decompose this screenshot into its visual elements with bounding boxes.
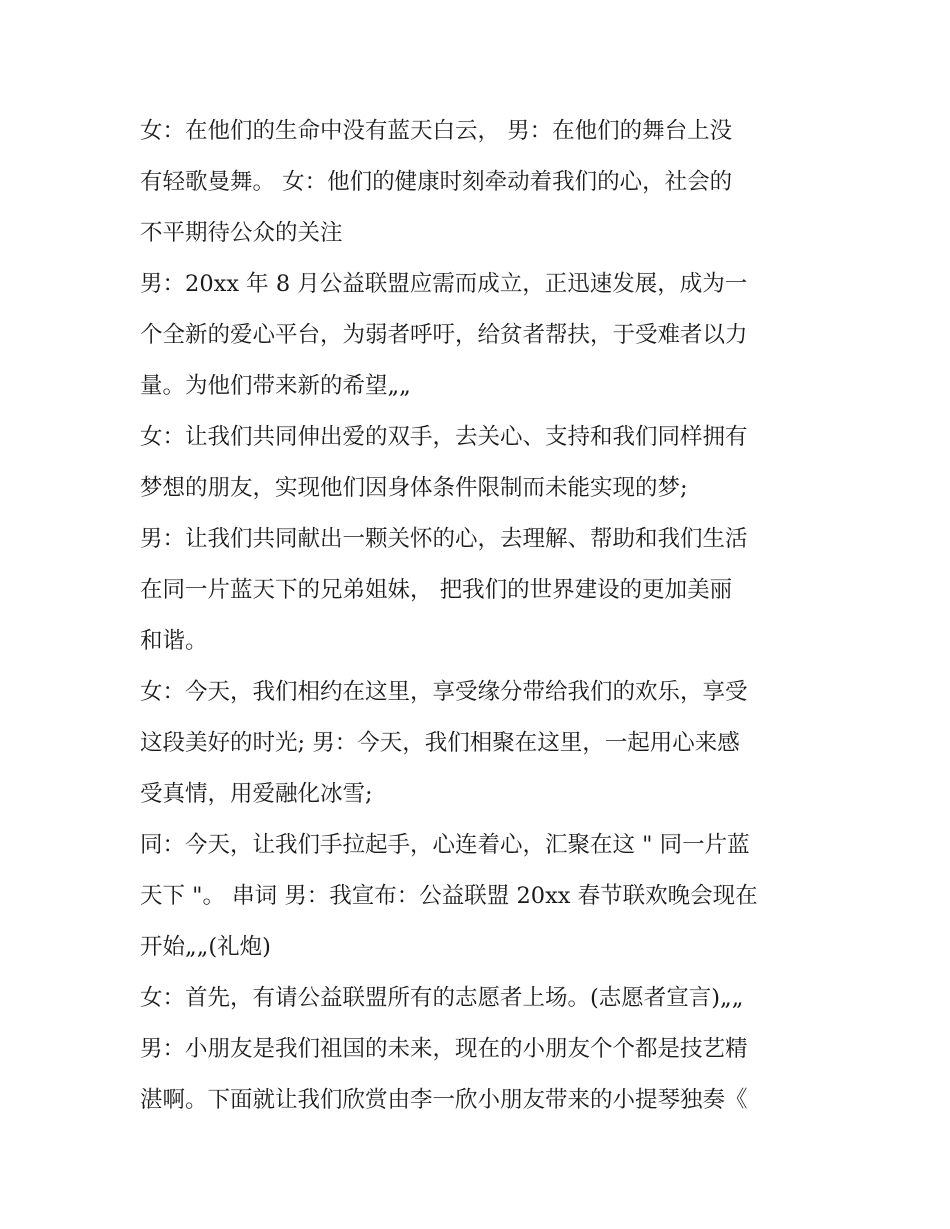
paragraph-3 [140,412,820,514]
text-line: 开始„„(礼炮) [140,934,271,960]
text-line: 同：今天，让我们手拉起手，心连着心，汇聚在这 " 同一片蓝 [140,832,750,858]
paragraph-1 [140,106,820,259]
paragraph-8 [140,1024,820,1126]
paragraph-6 [140,820,820,973]
text-line: 个全新的爱心平台，为弱者呼吁，给贫者帮扶，于受难者以力 [140,322,748,348]
text-line: 和谐。 [140,628,208,654]
paragraph-4 [140,514,820,667]
text-line: 受真情，用爱融化冰雪; [140,781,373,807]
text-line: 量。为他们带来新的希望„„ [140,373,411,399]
text-line: 女：首先，有请公益联盟所有的志愿者上场。(志愿者宣言)„„ [140,985,744,1011]
text-line: 男：小朋友是我们祖国的未来，现在的小朋友个个都是技艺精 [140,1036,748,1062]
text-line: 这段美好的时光; 男：今天，我们相聚在这里，一起用心来感 [140,730,740,756]
text-line: 梦想的朋友，实现他们因身体条件限制而未能实现的梦; [140,475,688,501]
text-line: 在同一片蓝天下的兄弟姐妹， 把我们的世界建设的更加美丽 [140,577,733,603]
text-line: 有轻歌曼舞。 女：他们的健康时刻牵动着我们的心，社会的 [140,169,733,195]
text-line: 女：今天，我们相约在这里，享受缘分带给我们的欢乐，享受 [140,679,748,705]
text-line: 男：20xx 年 8 月公益联盟应需而成立，正迅速发展，成为一 [140,271,748,297]
text-line: 湛啊。下面就让我们欣赏由李一欣小朋友带来的小提琴独奏《 [140,1087,748,1113]
paragraph-5 [140,667,820,820]
paragraph-7 [140,973,820,1024]
text-line: 女：在他们的生命中没有蓝天白云， 男：在他们的舞台上没 [140,118,733,144]
document-body [140,106,820,1126]
text-line: 男：让我们共同献出一颗关怀的心，去理解、帮助和我们生活 [140,526,748,552]
text-line: 天下 "。 串词 男：我宣布：公益联盟 20xx 春节联欢晚会现在 [140,883,758,909]
paragraph-2 [140,259,820,412]
text-line: 女：让我们共同伸出爱的双手，去关心、支持和我们同样拥有 [140,424,748,450]
text-line: 不平期待公众的关注 [140,220,343,246]
